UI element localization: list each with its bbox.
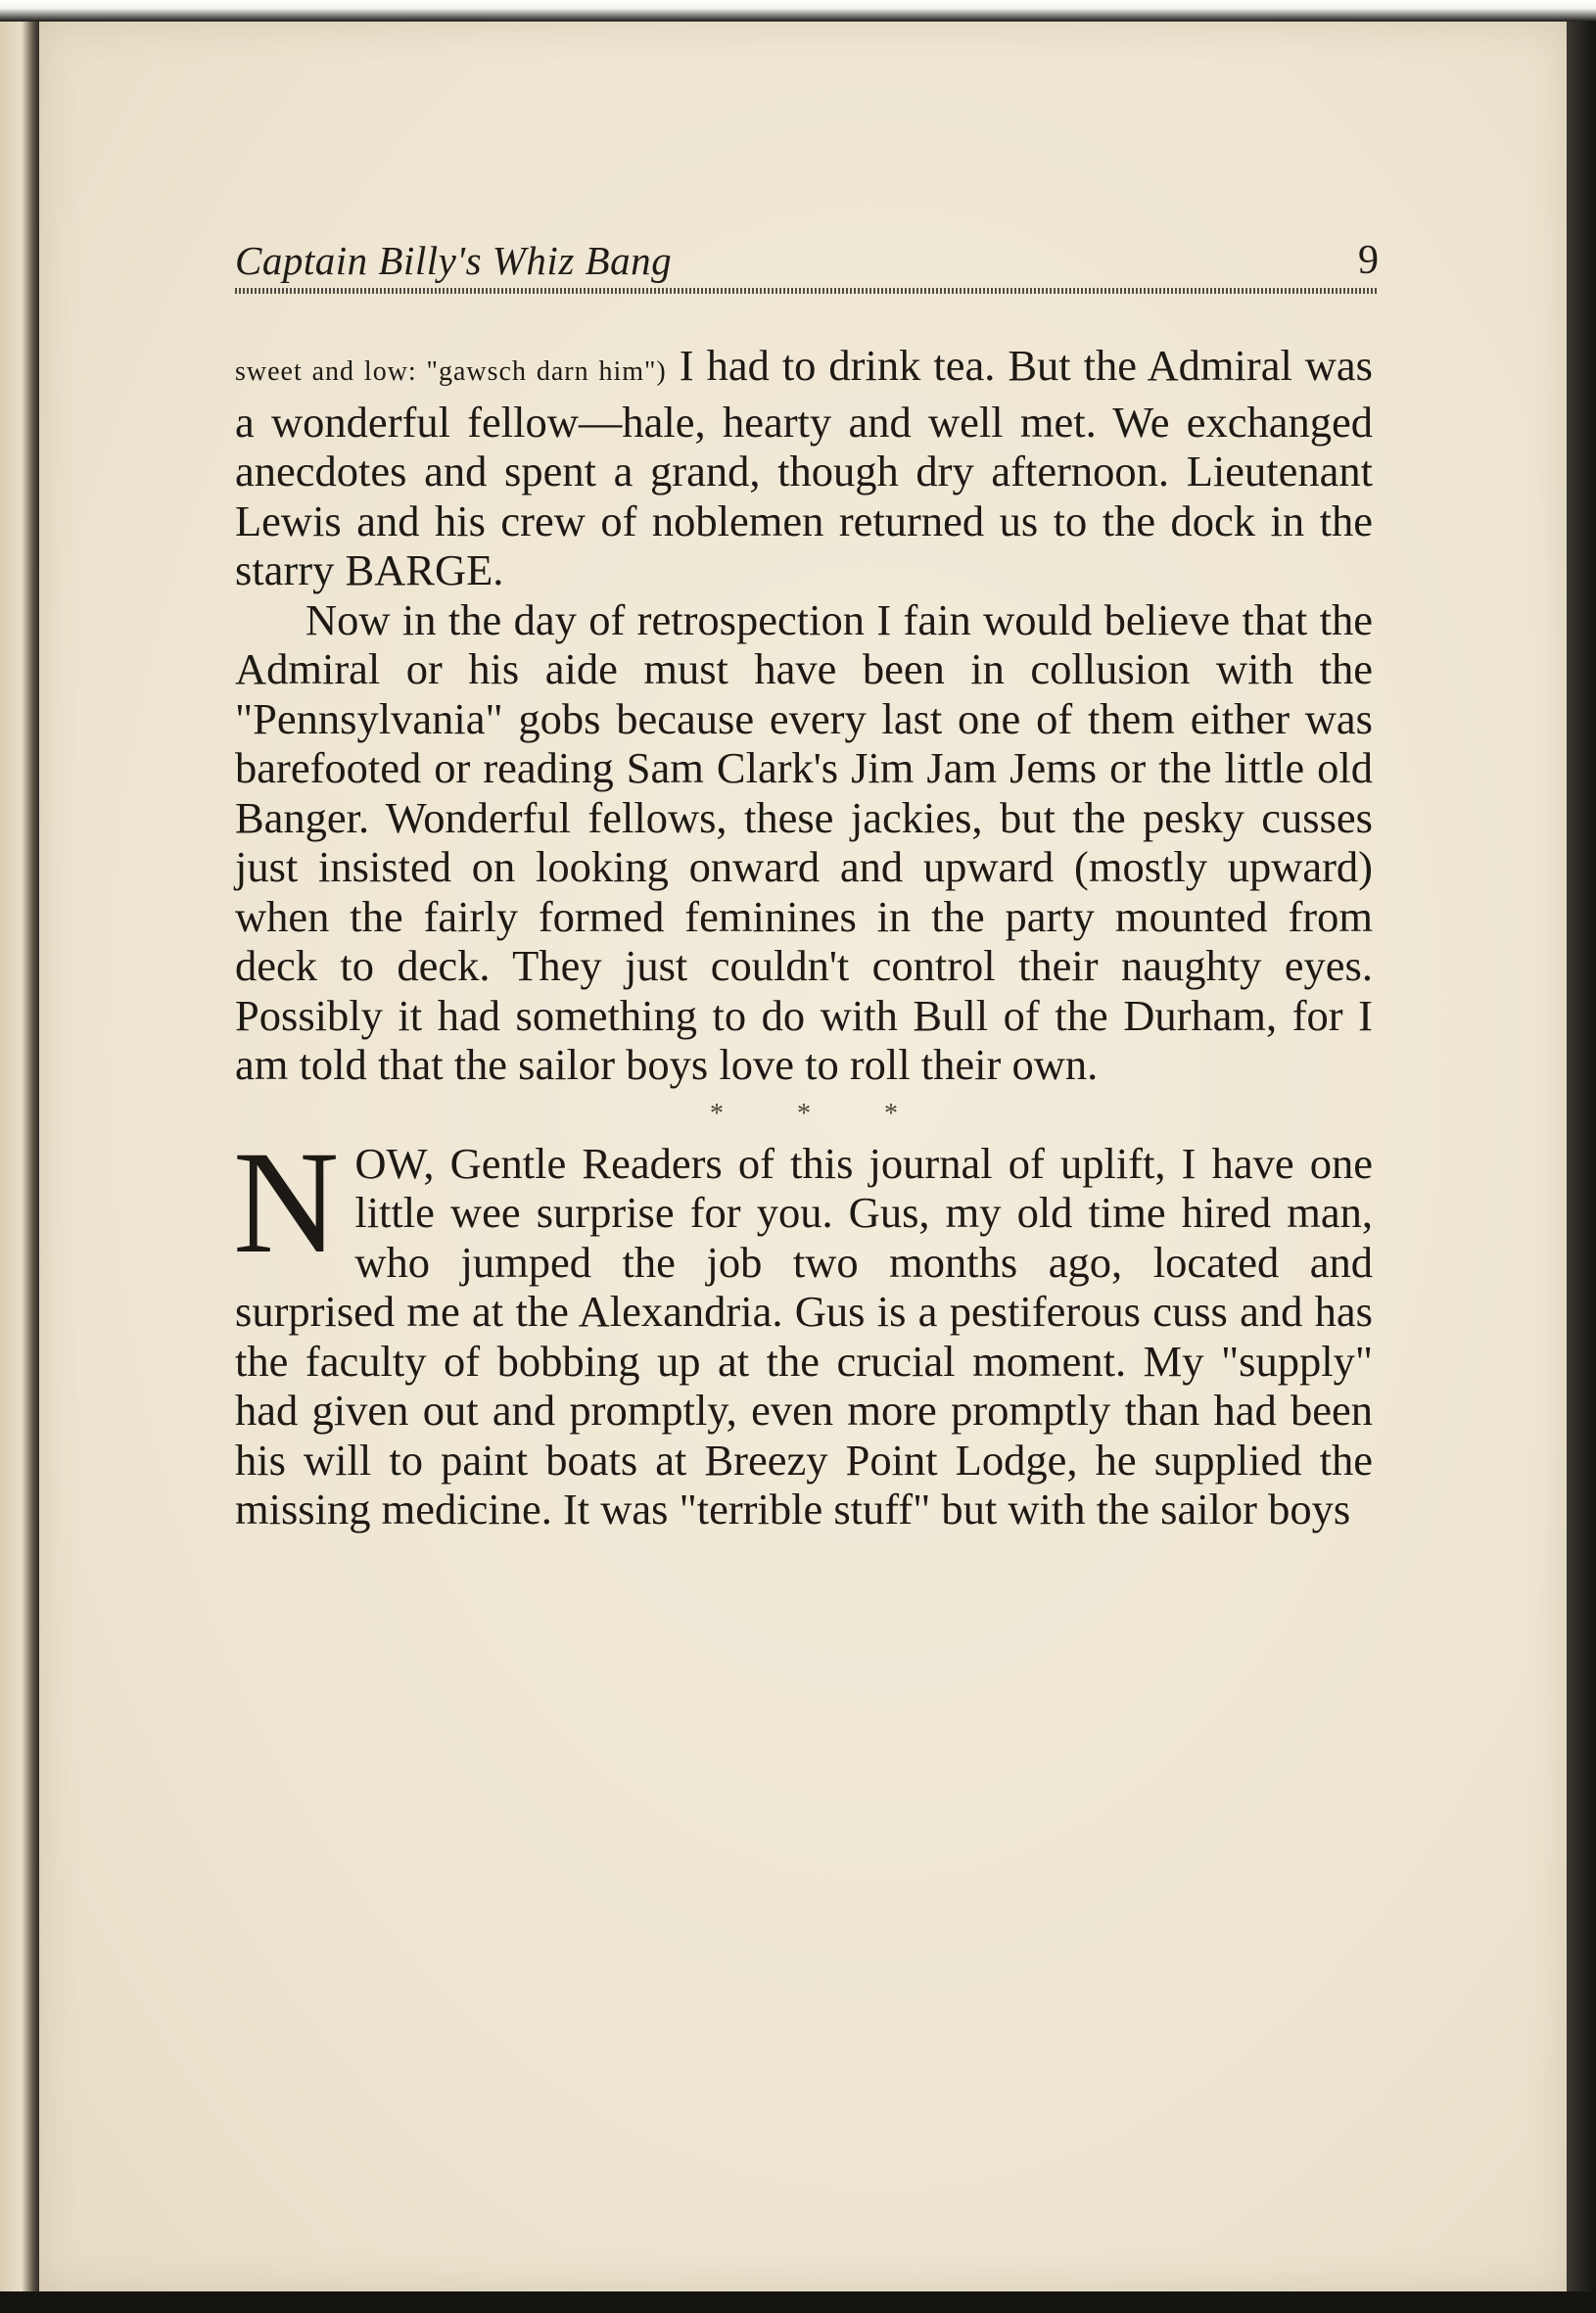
running-header [235, 233, 1379, 294]
paragraph-2: Now in the day of retrospection I fain would believe that the Admiral or his aide must have been in collusion with the "Pennsylvania" gobs because every last one of them either was barefooted or reading Sam Clark's Jim Jam Jems or the little old Banger. Wonderful fellows, these jackies, but the pesky cusses just insisted on looking onward and upward (mostly upward) when the fairly formed feminines in the party mounted from deck to deck. They just couldn't control their naughty eyes. Possibly it had something to do with Bull of the Durham, for I am told that the sailor boys love to roll their own. [235, 594, 1373, 1089]
page-number: 9 [1358, 238, 1379, 283]
paragraph-1-small-lead: sweet and low: "gawsch darn him") [235, 356, 667, 387]
paragraph-3-text: OW, Gentle Readers of this journal of uplift, I have one little wee surprise for you. Gus, my old time hired man, who jumped the job two months ago, located and surprised me at the Alexandria. Gus is a pestiferous cuss and has the faculty of bobbing up at the crucial moment. My "supply" had given out and promptly, even more promptly than had been his will to paint boats at Breezy Point Lodge, he supplied the missing medicine. It was "terrible stuff" but with the sailor boys [235, 1138, 1373, 1534]
section-separator: * * * [710, 1098, 931, 1129]
publication-title: Captain Billy's Whiz Bang [235, 238, 673, 283]
drop-cap: N [233, 1120, 340, 1284]
paragraph-3 [233, 1120, 1373, 1534]
right-page-edge [1567, 0, 1596, 2313]
bottom-page-edge [0, 2291, 1596, 2313]
header-rule [235, 288, 1379, 294]
body-text [235, 341, 1373, 1534]
binding-edge [0, 0, 39, 2313]
paragraph-1 [235, 341, 1373, 595]
paragraph-1-text: I had to drink tea. But the Admiral was a wonderful fellow—hale, hearty and well met. We exchanged anecdotes and spent a grand, though dry afternoon. Lieutenant Lewis and his crew of noblemen returned us to the dock in the starry BARGE. [235, 341, 1373, 594]
top-page-edge [0, 0, 1596, 22]
